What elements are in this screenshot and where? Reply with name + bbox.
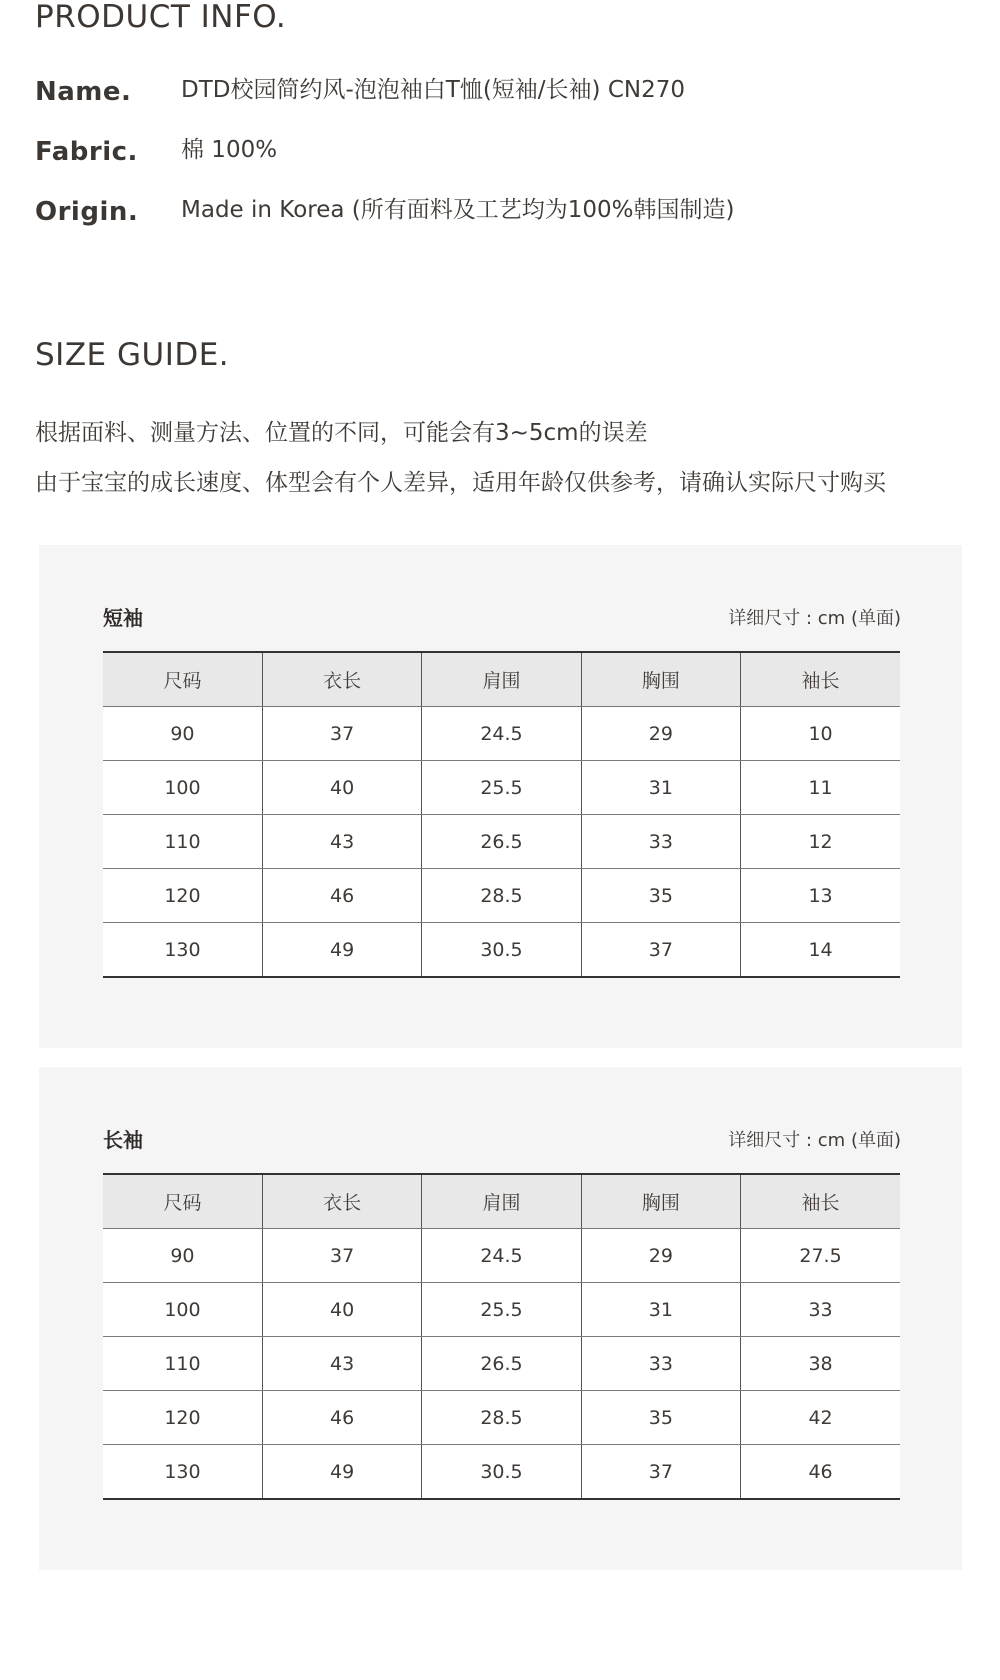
table-cell: 46 <box>262 869 421 923</box>
table-cell: 90 <box>103 707 262 761</box>
table-cell: 10 <box>741 707 900 761</box>
table-cell: 24.5 <box>422 1229 581 1283</box>
table-cell: 37 <box>262 707 421 761</box>
table-cell: 42 <box>741 1391 900 1445</box>
table-cell: 31 <box>581 1283 740 1337</box>
table-row <box>103 707 900 761</box>
table-cell: 33 <box>741 1283 900 1337</box>
table-row <box>103 869 900 923</box>
table-cell: 100 <box>103 761 262 815</box>
table-row <box>103 1229 900 1283</box>
size-table-title: 短袖 <box>103 606 143 630</box>
table-row <box>103 1445 900 1500</box>
column-header: 袖长 <box>741 652 900 707</box>
table-cell: 37 <box>262 1229 421 1283</box>
table-row <box>103 1283 900 1337</box>
table-cell: 49 <box>262 923 421 978</box>
column-header: 胸围 <box>581 652 740 707</box>
info-value-origin: Made in Korea (所有面料及工艺均为100%韩国制造) <box>181 197 735 223</box>
table-row <box>103 761 900 815</box>
table-cell: 25.5 <box>422 761 581 815</box>
table-cell: 43 <box>262 1337 421 1391</box>
long-sleeve-size-card <box>39 1067 962 1570</box>
table-cell: 46 <box>741 1445 900 1500</box>
table-cell: 130 <box>103 1445 262 1500</box>
column-header: 尺码 <box>103 1174 262 1229</box>
size-note: 由于宝宝的成长速度、体型会有个人差异，适用年龄仅供参考，请确认实际尺寸购买 <box>35 470 886 496</box>
table-cell: 130 <box>103 923 262 978</box>
product-info-title: PRODUCT INFO. <box>35 0 287 35</box>
table-cell: 25.5 <box>422 1283 581 1337</box>
table-cell: 13 <box>741 869 900 923</box>
size-table-unit: 详细尺寸 : cm (单面) <box>728 608 901 629</box>
info-row-fabric <box>35 132 955 172</box>
table-cell: 31 <box>581 761 740 815</box>
table-cell: 49 <box>262 1445 421 1500</box>
table-cell: 38 <box>741 1337 900 1391</box>
info-row-origin <box>35 192 955 232</box>
table-cell: 40 <box>262 761 421 815</box>
table-row <box>103 1337 900 1391</box>
table-cell: 11 <box>741 761 900 815</box>
table-cell: 24.5 <box>422 707 581 761</box>
table-cell: 90 <box>103 1229 262 1283</box>
table-cell: 33 <box>581 1337 740 1391</box>
table-cell: 30.5 <box>422 1445 581 1500</box>
table-cell: 43 <box>262 815 421 869</box>
table-cell: 27.5 <box>741 1229 900 1283</box>
table-cell: 28.5 <box>422 869 581 923</box>
column-header: 衣长 <box>262 1174 421 1229</box>
column-header: 肩围 <box>422 1174 581 1229</box>
table-row <box>103 815 900 869</box>
column-header: 袖长 <box>741 1174 900 1229</box>
table-row <box>103 1391 900 1445</box>
short-sleeve-size-table <box>103 651 900 978</box>
table-cell: 29 <box>581 1229 740 1283</box>
size-table-title: 长袖 <box>103 1128 143 1152</box>
table-cell: 37 <box>581 1445 740 1500</box>
size-guide-title: SIZE GUIDE. <box>35 337 230 373</box>
table-cell: 29 <box>581 707 740 761</box>
info-row-name <box>35 72 955 112</box>
long-sleeve-size-table <box>103 1173 900 1500</box>
info-label-fabric: Fabric. <box>35 137 138 167</box>
size-table-unit: 详细尺寸 : cm (单面) <box>728 1130 901 1151</box>
table-header-row <box>103 652 900 707</box>
info-value-name: DTD校园简约风-泡泡袖白T恤(短袖/长袖) CN270 <box>181 77 685 103</box>
table-cell: 33 <box>581 815 740 869</box>
table-row <box>103 923 900 978</box>
table-cell: 26.5 <box>422 815 581 869</box>
table-cell: 30.5 <box>422 923 581 978</box>
table-header-row <box>103 1174 900 1229</box>
table-cell: 37 <box>581 923 740 978</box>
short-sleeve-size-card <box>39 545 962 1048</box>
info-label-origin: Origin. <box>35 197 139 227</box>
info-value-fabric: 棉 100% <box>181 137 278 163</box>
table-cell: 120 <box>103 1391 262 1445</box>
table-cell: 110 <box>103 1337 262 1391</box>
table-cell: 40 <box>262 1283 421 1337</box>
column-header: 胸围 <box>581 1174 740 1229</box>
table-cell: 120 <box>103 869 262 923</box>
column-header: 衣长 <box>262 652 421 707</box>
table-cell: 110 <box>103 815 262 869</box>
table-cell: 35 <box>581 869 740 923</box>
info-label-name: Name. <box>35 77 132 107</box>
column-header: 肩围 <box>422 652 581 707</box>
table-cell: 14 <box>741 923 900 978</box>
table-cell: 12 <box>741 815 900 869</box>
table-cell: 100 <box>103 1283 262 1337</box>
table-cell: 35 <box>581 1391 740 1445</box>
column-header: 尺码 <box>103 652 262 707</box>
table-cell: 26.5 <box>422 1337 581 1391</box>
size-note: 根据面料、测量方法、位置的不同，可能会有3~5cm的误差 <box>35 420 648 446</box>
table-cell: 28.5 <box>422 1391 581 1445</box>
table-cell: 46 <box>262 1391 421 1445</box>
